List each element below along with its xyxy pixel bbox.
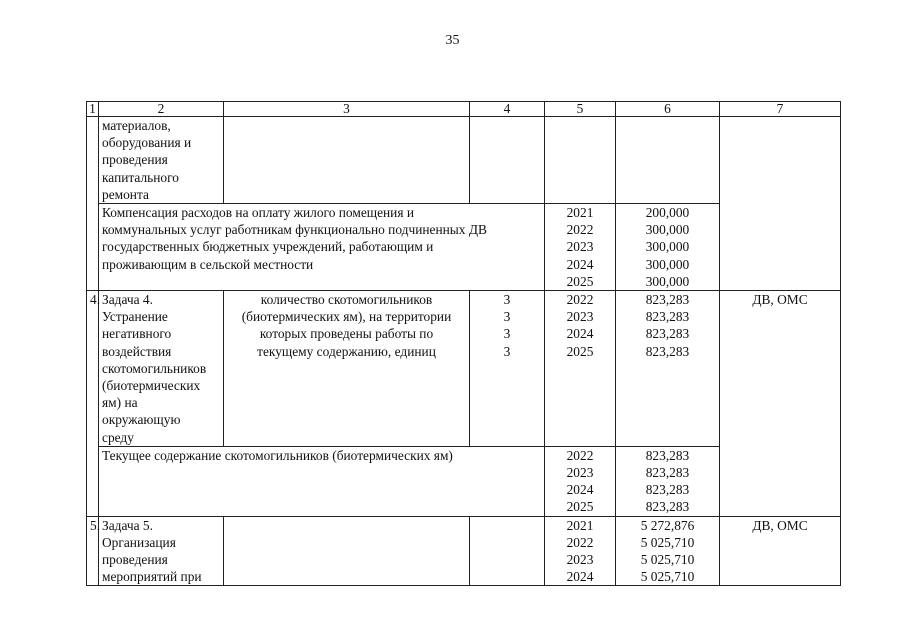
task-line: ремонта [102,186,149,202]
task-line: материалов, [102,118,171,133]
amount: 823,283 [645,343,690,359]
year-cell [545,117,616,204]
column-number-row [87,102,841,117]
task-line: ям) на [102,395,138,411]
amount: 823,283 [645,309,690,325]
task-line: Устранение [102,309,168,325]
task-line: Задача 4. [102,292,153,308]
year-cell [545,516,616,586]
task-line: Организация [102,534,176,550]
page-number: 35 [445,33,460,48]
activity-line: Текущее содержание скотомогильников (биотермических ям) [102,447,453,463]
year: 2024 [566,569,594,585]
column-number: 1 [87,102,99,117]
year-cell [545,291,616,447]
year: 2023 [566,309,594,325]
task-line: среду [102,429,134,445]
table-row [87,516,841,586]
amount: 823,283 [645,292,690,308]
program-table [86,101,841,586]
amount: 823,283 [645,482,690,498]
amount: 5 025,710 [640,569,695,585]
activity-line: коммунальных услуг работникам функционально подчиненных ДВ [102,222,487,238]
year: 2024 [566,326,594,342]
indicator-line: которых проведены работы по [259,326,434,342]
indicator-line: текущему содержанию, единиц [257,343,436,359]
amount: 823,283 [645,465,690,481]
activity-line: Компенсация расходов на оплату жилого помещения и [102,205,415,221]
year: 2024 [566,482,594,498]
amount: 200,000 [645,205,690,221]
executor-cell [720,117,841,291]
task-line: проведения [102,552,168,568]
amount: 300,000 [645,239,690,255]
year: 2024 [566,256,594,272]
task-line: капитального [102,169,179,185]
amount-cell [616,446,720,516]
year: 2021 [566,205,594,221]
indicator-line: (биотермических ям), на территории [241,309,452,325]
year: 2023 [566,552,594,568]
column-number: 7 [720,102,841,117]
year-cell [545,204,616,291]
task-line: оборудования и [102,135,192,151]
amount: 823,283 [645,447,690,463]
activity-line: проживающим в сельской местности [102,256,314,272]
indicator-cell [224,117,470,204]
column-number: 2 [99,102,224,117]
amount-cell [616,117,720,204]
task-line: скотомогильников [102,360,207,376]
amount-cell [616,291,720,447]
indicator-value: 3 [503,292,511,308]
year: 2022 [566,534,594,550]
table-row [87,117,841,204]
task-line: мероприятий при [102,569,202,585]
indicator-value-cell [470,291,545,447]
amount: 5 272,876 [640,517,695,533]
year: 2023 [566,465,594,481]
year: 2023 [566,239,594,255]
task-line: негативного [102,326,172,342]
year: 2025 [566,273,594,289]
indicator-line: количество скотомогильников [260,292,433,308]
amount: 5 025,710 [640,552,695,568]
column-number: 4 [470,102,545,117]
year: 2021 [566,517,594,533]
indicator-value-cell [470,117,545,204]
year: 2022 [566,447,594,463]
task-line: Задача 5. [102,517,153,533]
year: 2022 [566,292,594,308]
activity-line: государственных бюджетных учреждений, работающим и [102,239,434,255]
activity-cell [99,446,545,516]
task-line: окружающую [102,412,181,428]
amount: 300,000 [645,222,690,238]
task-cell [99,117,224,204]
table-row [87,291,841,447]
executor-cell: ДВ, ОМС [720,516,841,586]
task-line: воздействия [102,343,172,359]
row-number-cell: 5. [87,516,99,586]
amount: 823,283 [645,326,690,342]
indicator-value-cell [470,516,545,586]
indicator-cell [224,516,470,586]
year-cell [545,446,616,516]
year: 2022 [566,222,594,238]
indicator-value: 3 [503,309,511,325]
amount-cell [616,516,720,586]
column-number: 6 [616,102,720,117]
amount: 300,000 [645,256,690,272]
amount: 5 025,710 [640,534,695,550]
row-number-cell: 4. [87,291,99,517]
task-line: (биотермических [102,378,201,394]
indicator-cell [224,291,470,447]
task-cell [99,291,224,447]
year: 2025 [566,343,594,359]
row-number-cell [87,117,99,291]
indicator-value: 3 [503,343,511,359]
column-number: 5 [545,102,616,117]
column-number: 3 [224,102,470,117]
task-cell [99,516,224,586]
activity-cell [99,204,545,291]
task-line: проведения [102,152,168,168]
amount-cell [616,204,720,291]
executor-cell: ДВ, ОМС [720,291,841,517]
indicator-value: 3 [503,326,511,342]
amount: 300,000 [645,273,690,289]
year: 2025 [566,499,594,515]
amount: 823,283 [645,499,690,515]
